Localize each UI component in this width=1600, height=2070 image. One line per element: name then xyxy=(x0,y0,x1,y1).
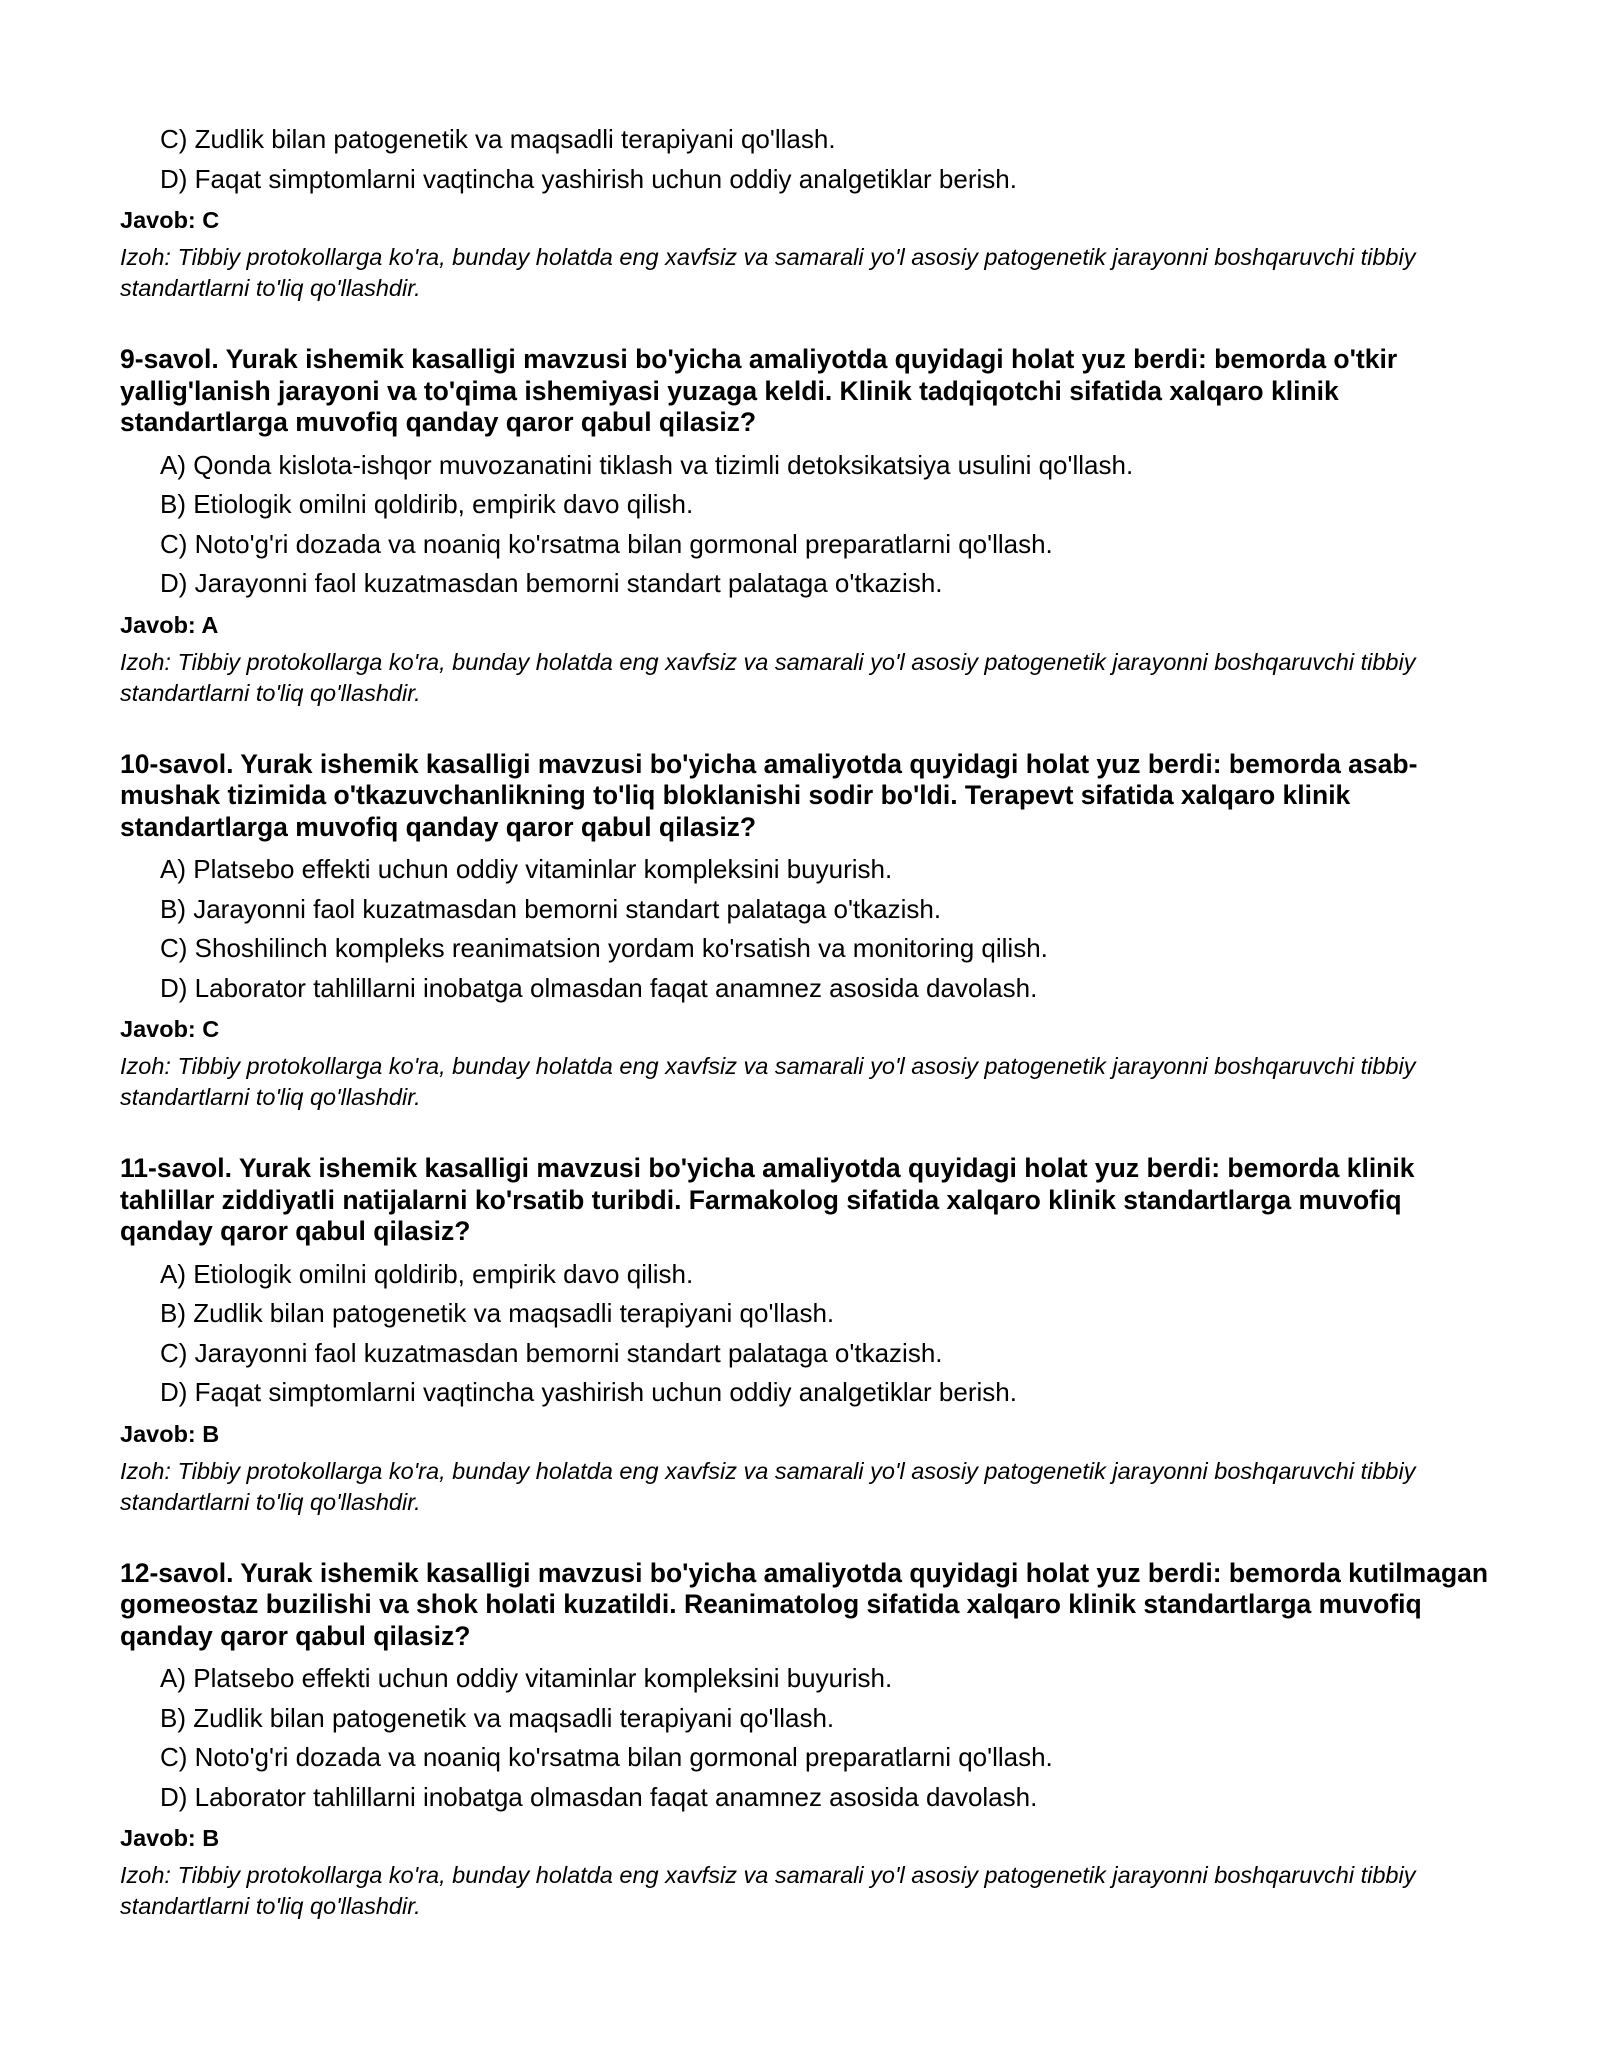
answer-option: B) Zudlik bilan patogenetik va maqsadli terapiyani qo'llash. xyxy=(160,1298,835,1328)
answer-option: C) Noto'g'ri dozada va noaniq ko'rsatma bilan gormonal preparatlarni qo'llash. xyxy=(160,528,1053,559)
answer-option: D) Laborator tahlillarni inobatga olmasdan faqat anamnez asosida davolash. xyxy=(160,1781,1038,1812)
answer-option: A) Platsebo effekti uchun oddiy vitaminlar kompleksini buyurish. xyxy=(160,854,893,884)
correct-answer: Javob: A xyxy=(120,611,219,638)
correct-answer: Javob: C xyxy=(120,1016,220,1042)
question-10 xyxy=(120,749,1500,1114)
question-text: 10-savol. Yurak ishemik kasalligi mavzusi bo'yicha amaliyotda quyidagi holat yuz berdi: bemorda asab-mushak tizimida o'tkazuvchanlikning to'liq bloklanishi sodir bo'ldi. Terapevt sifatida xalqaro klinik standartlarga muvofiq qanday qaror qabul qilasiz? xyxy=(120,748,1418,842)
question-text: 11-savol. Yurak ishemik kasalligi mavzusi bo'yicha amaliyotda quyidagi holat yuz berdi: bemorda klinik tahlillar ziddiyatli natijalarni ko'rsatib turibdi. Farmakolog sifatida xalqaro klinik standartlarga muvofiq qanday qaror qabul qilasiz? xyxy=(120,1153,1415,1246)
correct-answer: Javob: B xyxy=(120,1825,220,1851)
answer-option: C) Jarayonni faol kuzatmasdan bemorni standart palataga o'tkazish. xyxy=(160,1337,943,1368)
question-text: 9-savol. Yurak ishemik kasalligi mavzusi bo'yicha amaliyotda quyidagi holat yuz berdi: bemorda o'tkir yallig'lanish jarayoni va to'qima ishemiyasi yuzaga keldi. Klinik tadqiqotchi sifatida xalqaro klinik standartlarga muvofiq qanday qaror qabul qilasiz? xyxy=(120,344,1398,437)
answer-option: B) Jarayonni faol kuzatmasdan bemorni standart palataga o'tkazish. xyxy=(160,893,942,924)
question-12 xyxy=(120,1558,1500,1923)
answer-option: D) Faqat simptomlarni vaqtincha yashirish uchun oddiy analgetiklar berish. xyxy=(160,163,1017,194)
question-text: 12-savol. Yurak ishemik kasalligi mavzusi bo'yicha amaliyotda quyidagi holat yuz berdi: bemorda kutilmagan gomeostaz buzilishi va shok holati kuzatildi. Reanimatolog sifatida xalqaro klinik standartlarga muvofiq qanday qaror qabul qilasiz? xyxy=(120,1557,1489,1651)
answer-option: A) Etiologik omilni qoldirib, empirik davo qilish. xyxy=(160,1258,694,1289)
question-9 xyxy=(120,344,1500,709)
answer-option: A) Platsebo effekti uchun oddiy vitaminlar kompleksini buyurish. xyxy=(160,1663,893,1693)
document-page xyxy=(120,120,1500,1922)
answer-option: D) Faqat simptomlarni vaqtincha yashirish uchun oddiy analgetiklar berish. xyxy=(160,1377,1017,1407)
correct-answer: Javob: C xyxy=(120,207,220,233)
explanation-note: Izoh: Tibbiy protokollarga ko'ra, bunday holatda eng xavfsiz va samarali yo'l asosiy patogenetik jarayonni boshqaruvchi tibbiy standartlarni to'liq qo'llashdir. xyxy=(120,648,1416,706)
answer-option: B) Zudlik bilan patogenetik va maqsadli terapiyani qo'llash. xyxy=(160,1702,835,1733)
answer-option: B) Etiologik omilni qoldirib, empirik davo qilish. xyxy=(160,489,694,519)
question-8-continuation xyxy=(120,120,1500,304)
explanation-note: Izoh: Tibbiy protokollarga ko'ra, bunday holatda eng xavfsiz va samarali yo'l asosiy patogenetik jarayonni boshqaruvchi tibbiy standartlarni to'liq qo'llashdir. xyxy=(120,1053,1416,1110)
correct-answer: Javob: B xyxy=(120,1420,220,1447)
explanation-note: Izoh: Tibbiy protokollarga ko'ra, bunday holatda eng xavfsiz va samarali yo'l asosiy patogenetik jarayonni boshqaruvchi tibbiy standartlarni to'liq qo'llashdir. xyxy=(120,1862,1416,1919)
answer-option: C) Zudlik bilan patogenetik va maqsadli terapiyani qo'llash. xyxy=(160,124,836,154)
answer-option: C) Shoshilinch kompleks reanimatsion yordam ko'rsatish va monitoring qilish. xyxy=(160,933,1048,963)
answer-option: D) Jarayonni faol kuzatmasdan bemorni standart palataga o'tkazish. xyxy=(160,568,943,598)
explanation-note: Izoh: Tibbiy protokollarga ko'ra, bunday holatda eng xavfsiz va samarali yo'l asosiy patogenetik jarayonni boshqaruvchi tibbiy standartlarni to'liq qo'llashdir. xyxy=(120,244,1416,301)
answer-option: C) Noto'g'ri dozada va noaniq ko'rsatma bilan gormonal preparatlarni qo'llash. xyxy=(160,1742,1053,1772)
question-11 xyxy=(120,1153,1500,1518)
explanation-note: Izoh: Tibbiy protokollarga ko'ra, bunday holatda eng xavfsiz va samarali yo'l asosiy patogenetik jarayonni boshqaruvchi tibbiy standartlarni to'liq qo'llashdir. xyxy=(120,1457,1416,1515)
answer-option: A) Qonda kislota-ishqor muvozanatini tiklash va tizimli detoksikatsiya usulini qo'llash. xyxy=(160,449,1134,480)
answer-option: D) Laborator tahlillarni inobatga olmasdan faqat anamnez asosida davolash. xyxy=(160,972,1038,1003)
